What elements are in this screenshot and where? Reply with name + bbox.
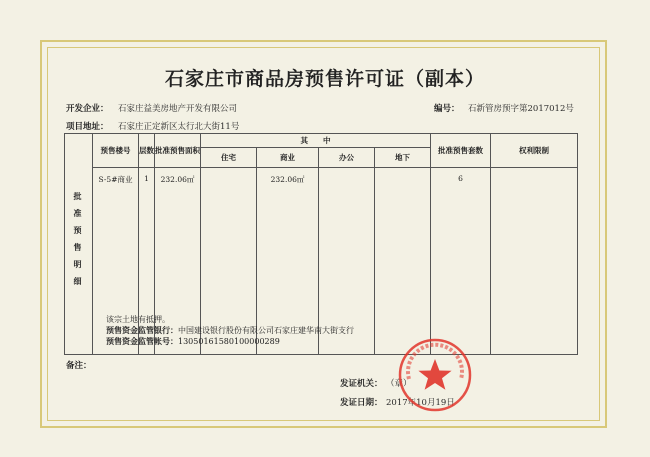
developer-value: 石家庄益美房地产开发有限公司: [118, 104, 238, 114]
notes-account-line: [106, 336, 354, 347]
header-among: 其 中: [201, 134, 431, 148]
remark-label: 备注：: [66, 361, 92, 371]
cell-area: 232.06㎡: [155, 168, 201, 355]
side-label-cell: [65, 134, 93, 355]
header-floors: 层数: [139, 134, 155, 168]
notes-bank-value: 中国建设银行股份有限公司石家庄建华南大街支行: [178, 326, 354, 335]
header-units: 批准预售套数: [431, 134, 491, 168]
number-value: 石新管房预字第2017012号: [468, 104, 574, 114]
address-value: 石家庄正定新区太行北大街11号: [118, 122, 240, 132]
header-restriction: 权利限制: [491, 134, 578, 168]
header-office: 办公: [319, 148, 375, 168]
cell-restriction: [491, 168, 578, 355]
header-residential: 住宅: [201, 148, 257, 168]
cell-floors: 1: [139, 168, 155, 355]
cell-units: 6: [431, 168, 491, 355]
header-commercial: 商业: [257, 148, 319, 168]
cell-building: S-5#商业: [93, 168, 139, 355]
number-label: 编号：: [434, 104, 460, 114]
issue-date-label: 发证日期：: [340, 398, 383, 408]
address-label: 项目地址：: [66, 122, 109, 132]
official-seal-icon: [397, 337, 473, 413]
notes-bank-line: [106, 325, 354, 336]
cell-commercial: 232.06㎡: [257, 168, 319, 355]
cell-basement: [375, 168, 431, 355]
notes-bank-label: 预售资金监管银行：: [106, 325, 178, 335]
issuer-value: （章）: [386, 379, 412, 389]
header-basement: 地下: [375, 148, 431, 168]
document-title: 石家庄市商品房预售许可证（副本）: [164, 68, 485, 90]
side-label: 批准预售明细: [73, 192, 83, 294]
header-building: 预售楼号: [93, 134, 139, 168]
notes-account-value: 13050161580100000289: [178, 337, 280, 346]
developer-label: 开发企业：: [66, 104, 109, 114]
notes-account-label: 预售资金监管帐号：: [106, 336, 178, 346]
issue-date-value: 2017年10月19日: [386, 398, 455, 408]
issuer-label: 发证机关：: [340, 379, 383, 389]
notes-mortgage: 该宗土地有抵押。: [106, 315, 170, 324]
notes-block: [106, 314, 354, 347]
header-area: 批准预售面积: [155, 134, 201, 168]
